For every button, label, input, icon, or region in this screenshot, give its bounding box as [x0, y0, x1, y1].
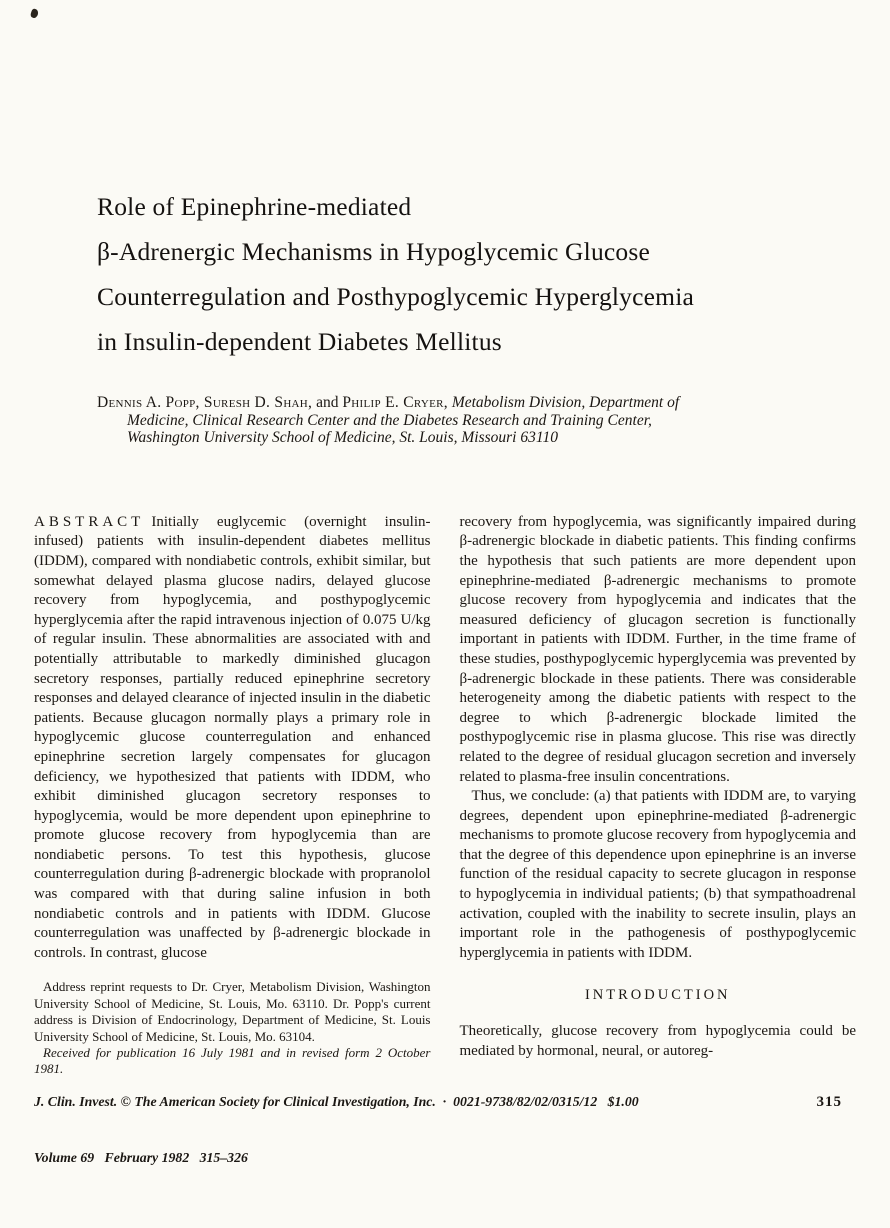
author-conjunction: and	[316, 394, 339, 411]
title-line-3: Counterregulation and Posthypoglycemic Hyperglycemia	[97, 282, 694, 311]
title-line-1: Role of Epinephrine-mediated	[97, 192, 412, 221]
abstract-label: ABSTRACT	[34, 513, 145, 530]
page-number: 315	[816, 1094, 842, 1110]
author-names-first: Dennis A. Popp, Suresh D. Shah,	[97, 394, 313, 411]
article-header	[0, 0, 890, 447]
abstract-paragraph-right: recovery from hypoglycemia, was significantly impaired during β-adrenergic blockade in diabetic patients. This finding confirms the hypothesis that such patients are more dependent upon epinephrine-mediated β-adrenergic mechanisms to promote glucose recovery from hypoglycemia and indicates that the measured deficiency of glucagon secretion is functionally important in patients with IDDM. Further, in the time frame of these studies, posthypoglycemic hyperglycemia was prevented by β-adrenergic blockade in these patients. There was considerable heterogeneity among the diabetic patients with respect to the degree to which β-adrenergic blockade limited the posthypoglycemic rise in plasma glucose. This rise was directly related to the degree of residual glucagon secretion and inversely related to plasma-free insulin concentrations.	[459, 513, 856, 785]
author-affiliation: Metabolism Division, Department of Medicine, Clinical Research Center and the Diabetes Research and Training Center, Washington University School of Medicine, St. Louis, Missouri 63110	[127, 394, 680, 447]
article-title	[97, 184, 850, 364]
footnote-address: Address reprint requests to Dr. Cryer, Metabolism Division, Washington University School of Medicine, St. Louis, Mo. 63110. Dr. Popp's current address is Division of Endocrinology, Department of Medicine, St. Louis University School of Medicine, St. Louis, Mo. 63104.	[34, 979, 431, 1044]
article-body	[0, 513, 890, 1078]
right-column	[460, 513, 857, 1078]
left-column	[34, 513, 431, 1078]
footer-citation-line	[34, 1093, 856, 1112]
abstract-paragraph-left	[34, 513, 431, 964]
footnote-received: Received for publication 16 July 1981 and in revised form 2 October 1981.	[34, 1045, 431, 1077]
journal-citation: J. Clin. Invest. © The American Society for Clinical Investigation, Inc. · 0021-9738/82/02/0315/12 $1.00	[34, 1094, 639, 1109]
author-names-last: Philip E. Cryer,	[342, 394, 448, 411]
volume-line: Volume 69 February 1982 315–326	[34, 1149, 248, 1165]
author-byline	[97, 394, 705, 447]
journal-footer	[34, 1056, 856, 1204]
introduction-heading: INTRODUCTION	[584, 987, 731, 1004]
introduction-paragraph: Theoretically, glucose recovery from hypoglycemia could be mediated by hormonal, neural, or autoreg-	[459, 1023, 856, 1059]
title-line-4: in Insulin-dependent Diabetes Mellitus	[97, 327, 502, 356]
title-line-2: β-Adrenergic Mechanisms in Hypoglycemic Glucose	[97, 237, 651, 266]
abstract-text-left: Initially euglycemic (overnight insulin-infused) patients with insulin-dependent diabetes mellitus (IDDM), compared with nondiabetic controls, exhibit similar, but somewhat delayed plasma glucose nadirs, delayed glucose recovery from hypoglycemia, and posthypoglycemic hyperglycemia after the rapid intravenous injection of 0.075 U/kg of regular insulin. These abnormalities are associated with and potentially attributable to markedly diminished glucagon secretory responses, partially reduced epinephrine secretory responses and delayed clearance of injected insulin in the diabetic patients. Because glucagon normally plays a primary role in hypoglycemic glucose counterregulation and enhanced epinephrine secretion largely compensates for glucagon deficiency, we hypothesized that patients with IDDM, who exhibit diminished glucagon secretory responses to hypoglycemia, would be more dependent upon epinephrine to promote glucose recovery from hypoglycemia than are nondiabetic persons. To test this hypothesis, glucose counterregulation during β-adrenergic blockade with propranolol was compared with that during saline infusion in both nondiabetic controls and in patients with IDDM. Glucose counterregulation was unaffected by β-adrenergic blockade in controls. In contrast, glucose	[34, 513, 431, 961]
abstract-conclusion-paragraph: Thus, we conclude: (a) that patients with IDDM are, to varying degrees, dependent upon epinephrine-mediated β-adrenergic mechanisms to promote glucose recovery from hypoglycemia and that the degree of this dependence upon epinephrine is an inverse function of the residual capacity to secrete glucagon in response to hypoglycemia in individual patients; (b) that sympathoadrenal activation, coupled with the inability to secrete insulin, plays an important role in the pathogenesis of posthypoglycemic hyperglycemia in patients with IDDM.	[459, 788, 856, 961]
